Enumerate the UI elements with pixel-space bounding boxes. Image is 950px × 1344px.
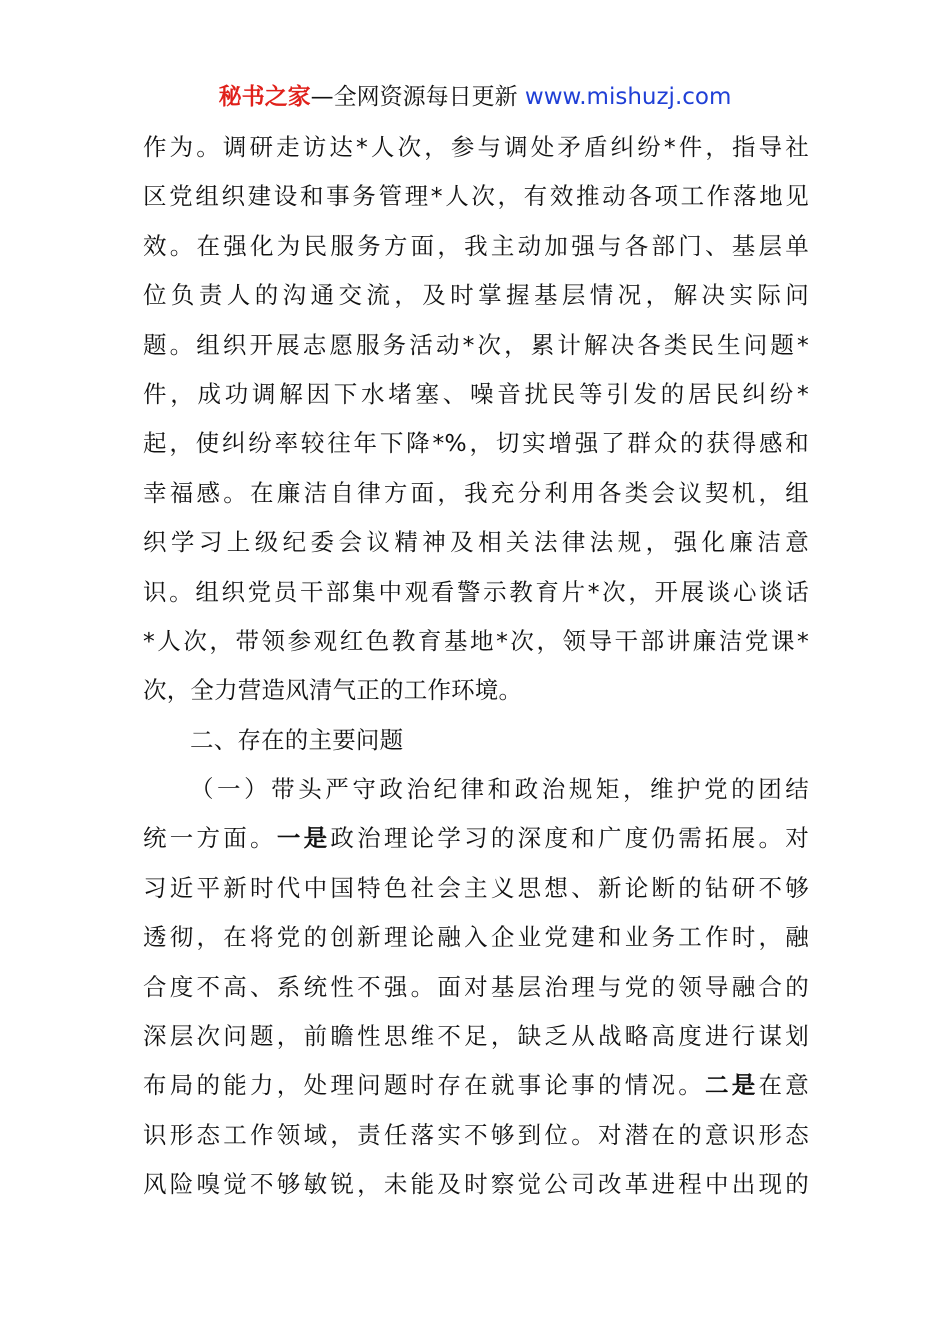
text-line: 风险嗅觉不够敏锐，未能及时察觉公司改革进程中出现的 [143, 1170, 809, 1199]
text-line: 织学习上级纪委会议精神及相关法律法规，强化廉洁意 [143, 528, 809, 557]
text-line: 深层次问题，前瞻性思维不足，缺乏从战略高度进行谋划 [143, 1022, 809, 1051]
text-line: 习近平新时代中国特色社会主义思想、新论断的钻研不够 [143, 873, 809, 902]
text-span: 政治理论学习的深度和广度仍需拓展。对 [330, 824, 809, 853]
text-line: 效。在强化为民服务方面，我主动加强与各部门、基层单 [143, 231, 809, 260]
text-line: 透彻，在将党的创新理论融入企业党建和业务工作时，融 [143, 923, 809, 952]
text-line: 位负责人的沟通交流，及时掌握基层情况，解决实际问 [143, 281, 809, 310]
section-heading: 二、存在的主要问题 [190, 725, 404, 754]
document-body [143, 123, 809, 1210]
emphasis-label: 二是 [705, 1071, 759, 1100]
text-line: 识。组织党员干部集中观看警示教育片*次，开展谈心谈话 [143, 577, 809, 606]
text-line: 识形态工作领域，责任落实不够到位。对潜在的意识形态 [143, 1120, 809, 1149]
text-line: *人次，带领参观红色教育基地*次，领导干部讲廉洁党课* [143, 626, 809, 655]
text-line: 幸福感。在廉洁自律方面，我充分利用各类会议契机，组 [143, 478, 809, 507]
text-line: 题。组织开展志愿服务活动*次，累计解决各类民生问题* [143, 330, 809, 359]
text-line: 次，全力营造风清气正的工作环境。 [143, 676, 523, 705]
text-span: 布局的能力，处理问题时存在就事论事的情况。 [143, 1071, 705, 1100]
page-header [0, 80, 950, 114]
emphasis-label: 一是 [276, 824, 331, 853]
text-line [143, 814, 809, 863]
text-line [143, 1061, 809, 1110]
brand-name: 秘书之家 [218, 84, 311, 110]
text-span: 在意 [758, 1071, 809, 1100]
header-tagline: —全网资源每日更新 [310, 84, 525, 110]
text-line: 起，使纠纷率较往年下降*%，切实增强了群众的获得感和 [143, 429, 809, 458]
text-line: 区党组织建设和事务管理*人次，有效推动各项工作落地见 [143, 182, 809, 211]
text-span: 统一方面。 [143, 824, 277, 853]
text-line: 件，成功调解因下水堵塞、噪音扰民等引发的居民纠纷* [143, 379, 809, 408]
header-url-link[interactable]: www.mishuzj.com [524, 84, 732, 110]
paragraph-first-line: （一）带头严守政治纪律和政治规矩，维护党的团结 [190, 775, 809, 804]
text-line: 合度不高、系统性不强。面对基层治理与党的领导融合的 [143, 972, 809, 1001]
text-line: 作为。调研走访达*人次，参与调处矛盾纠纷*件，指导社 [143, 133, 809, 161]
